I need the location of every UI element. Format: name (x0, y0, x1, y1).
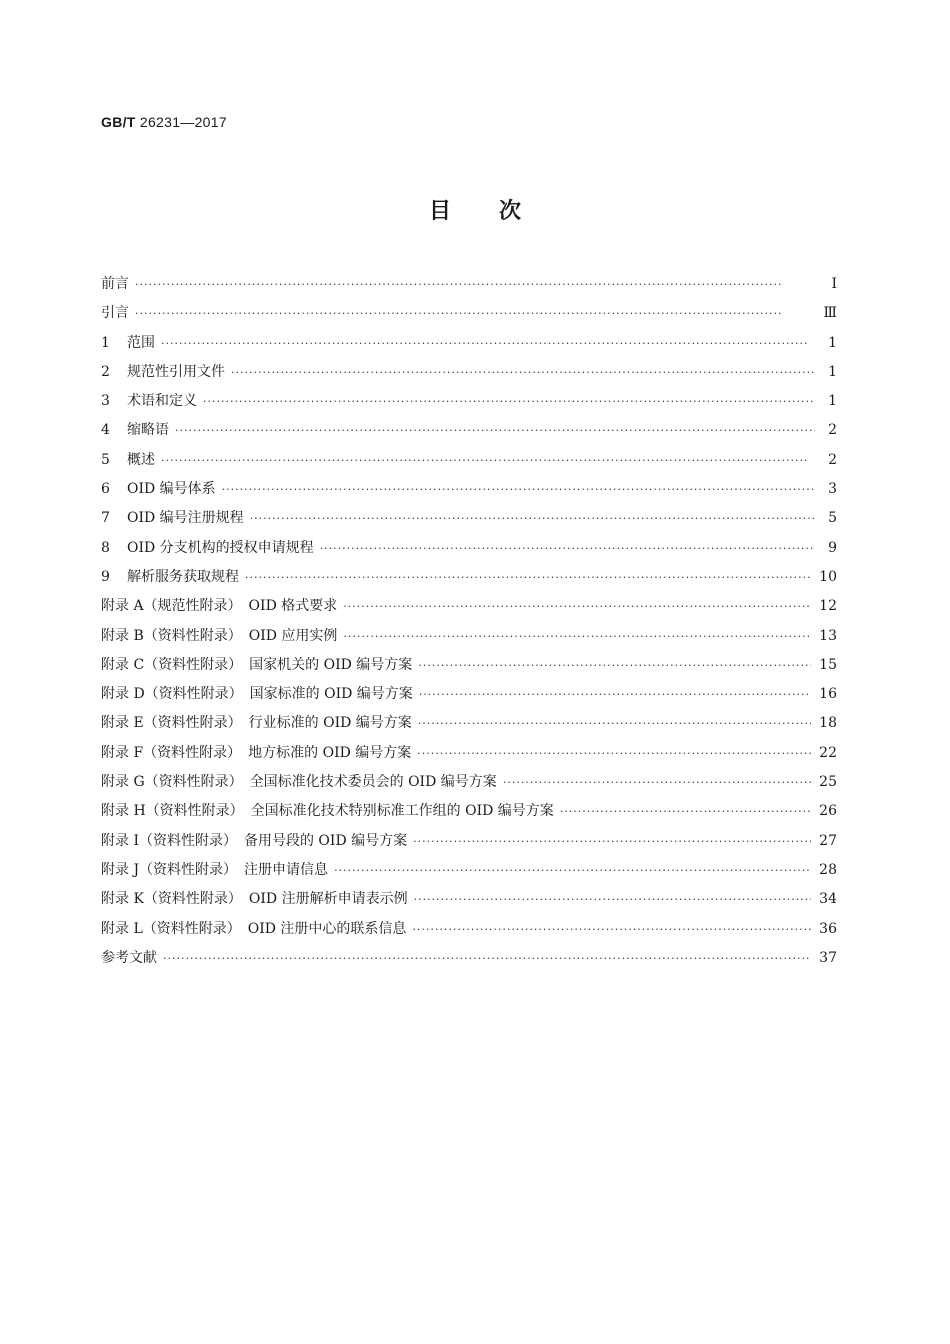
toc-entry-text: 范围 (127, 334, 155, 351)
toc-entry-text: OID 分支机构的授权申请规程 (127, 539, 314, 556)
table-of-contents (101, 270, 837, 973)
dot-leader (343, 622, 811, 651)
toc-entry-text: 附录 C（资料性附录） 国家机关的 OID 编号方案 (101, 656, 413, 673)
toc-entry-text: 附录 E（资料性附录） 行业标准的 OID 编号方案 (101, 715, 412, 732)
toc-entry-label (101, 504, 250, 533)
toc-page-number: 9 (828, 539, 837, 556)
standard-prefix: GB/T (101, 114, 136, 130)
toc-entry[interactable] (101, 299, 837, 328)
standard-code (101, 114, 227, 130)
toc-entry-label (101, 329, 161, 358)
toc-entry[interactable] (101, 739, 837, 768)
toc-entry[interactable] (101, 387, 837, 416)
toc-entry-label (101, 534, 320, 563)
toc-section-number: 6 (101, 481, 110, 498)
dot-leader (343, 592, 811, 621)
dot-leader (222, 475, 815, 504)
toc-entry-label (101, 944, 163, 973)
toc-entry-label (101, 797, 560, 826)
toc-section-number: 4 (101, 422, 110, 439)
toc-entry-label (101, 416, 175, 445)
dot-leader (163, 944, 811, 973)
toc-entry[interactable] (101, 563, 837, 592)
toc-entry-text: 附录 I（资料性附录） 备用号段的 OID 编号方案 (101, 832, 408, 849)
toc-section-number: 7 (101, 510, 110, 527)
toc-entry[interactable] (101, 592, 837, 621)
dot-leader (135, 299, 815, 328)
toc-entry[interactable] (101, 827, 837, 856)
toc-page-number: 1 (828, 363, 837, 380)
toc-page-number: 3 (828, 481, 837, 498)
toc-entry-label (101, 475, 222, 504)
toc-page-number: 25 (819, 774, 837, 791)
toc-entry[interactable] (101, 944, 837, 973)
dot-leader (417, 739, 811, 768)
toc-entry-label (101, 827, 413, 856)
toc-entry[interactable] (101, 446, 837, 475)
toc-entry-text: 引言 (101, 305, 129, 322)
toc-entry[interactable] (101, 768, 837, 797)
toc-entry-label (101, 709, 418, 738)
toc-entry[interactable] (101, 270, 837, 299)
dot-leader (231, 358, 815, 387)
dot-leader (161, 329, 815, 358)
toc-entry-text: 附录 D（资料性附录） 国家标准的 OID 编号方案 (101, 686, 413, 703)
dot-leader (418, 651, 811, 680)
dot-leader (175, 416, 815, 445)
toc-page-number: 2 (828, 451, 837, 468)
toc-page-number: 15 (819, 656, 837, 673)
toc-page-number: 26 (819, 803, 837, 820)
toc-section-number: 2 (101, 363, 110, 380)
toc-section-number: 8 (101, 539, 110, 556)
toc-entry-label (101, 856, 334, 885)
toc-entry-label (101, 768, 503, 797)
dot-leader (320, 534, 815, 563)
toc-section-number: 1 (101, 334, 110, 351)
dot-leader (250, 504, 815, 533)
toc-entry-text: 附录 K（资料性附录） OID 注册解析申请表示例 (101, 891, 408, 908)
toc-page-number: 2 (828, 422, 837, 439)
standard-number: 26231—2017 (139, 114, 227, 130)
toc-entry[interactable] (101, 709, 837, 738)
toc-page-number: 1 (828, 393, 837, 410)
toc-section-number: 3 (101, 393, 110, 410)
toc-entry-label (101, 680, 419, 709)
toc-page-number: 27 (819, 832, 837, 849)
toc-entry[interactable] (101, 504, 837, 533)
toc-entry-label (101, 358, 231, 387)
dot-leader (203, 387, 815, 416)
toc-page-number: 28 (819, 861, 837, 878)
toc-entry-text: 规范性引用文件 (127, 363, 225, 380)
toc-entry-text: 附录 F（资料性附录） 地方标准的 OID 编号方案 (101, 744, 412, 761)
page-title: 目次 (428, 199, 569, 224)
toc-entry[interactable] (101, 797, 837, 826)
toc-entry-text: 参考文献 (101, 949, 157, 966)
toc-entry-label (101, 915, 412, 944)
dot-leader (560, 797, 811, 826)
toc-entry-label (101, 563, 245, 592)
dot-leader (414, 885, 812, 914)
toc-entry-label (101, 387, 203, 416)
toc-entry-text: 附录 B（资料性附录） OID 应用实例 (101, 627, 338, 644)
toc-page-number: 10 (819, 568, 837, 585)
toc-entry-text: 术语和定义 (127, 393, 197, 410)
toc-page-number: 1 (828, 334, 837, 351)
toc-entry-label (101, 739, 417, 768)
dot-leader (419, 680, 811, 709)
toc-entry[interactable] (101, 622, 837, 651)
dot-leader (135, 270, 815, 299)
toc-page-number: 22 (819, 744, 837, 761)
toc-entry-label (101, 622, 343, 651)
toc-page-number: 16 (819, 686, 837, 703)
toc-entry[interactable] (101, 329, 837, 358)
toc-entry-label (101, 299, 135, 328)
toc-page-number: Ⅲ (823, 305, 837, 322)
toc-entry-text: 附录 J（资料性附录） 注册申请信息 (101, 861, 329, 878)
dot-leader (503, 768, 811, 797)
toc-page-number: 34 (819, 891, 837, 908)
dot-leader (418, 709, 811, 738)
toc-entry-text: 附录 A（规范性附录） OID 格式要求 (101, 598, 338, 615)
toc-entry-text: 附录 L（资料性附录） OID 注册中心的联系信息 (101, 920, 407, 937)
toc-section-number: 5 (101, 451, 110, 468)
toc-entry-text: 附录 H（资料性附录） 全国标准化技术特别标准工作组的 OID 编号方案 (101, 803, 554, 820)
toc-entry[interactable] (101, 915, 837, 944)
toc-entry-text: OID 编号注册规程 (127, 510, 244, 527)
dot-leader (413, 827, 811, 856)
toc-entry[interactable] (101, 475, 837, 504)
toc-entry[interactable] (101, 856, 837, 885)
dot-leader (334, 856, 811, 885)
toc-entry[interactable] (101, 358, 837, 387)
toc-entry[interactable] (101, 534, 837, 563)
toc-entry-text: 前言 (101, 276, 129, 292)
toc-entry[interactable] (101, 651, 837, 680)
toc-entry-label (101, 885, 414, 914)
toc-entry-text: 解析服务获取规程 (127, 568, 239, 585)
toc-section-number: 9 (101, 568, 110, 585)
toc-entry-label (101, 651, 418, 680)
toc-page-number: 37 (819, 949, 837, 966)
dot-leader (412, 915, 811, 944)
toc-page-number: 18 (819, 715, 837, 732)
toc-entry-text: 概述 (127, 451, 155, 468)
toc-entry[interactable] (101, 416, 837, 445)
toc-page-number: 5 (828, 510, 837, 527)
toc-page-number: 13 (819, 627, 837, 644)
dot-leader (245, 563, 811, 592)
toc-entry-text: 缩略语 (127, 422, 169, 439)
dot-leader (161, 446, 815, 475)
toc-entry-text: OID 编号体系 (127, 481, 216, 498)
toc-entry[interactable] (101, 680, 837, 709)
toc-page-number: Ⅰ (831, 276, 837, 292)
toc-entry[interactable] (101, 885, 837, 914)
toc-entry-label (101, 592, 343, 621)
toc-page-number: 36 (819, 920, 837, 937)
toc-entry-label (101, 270, 135, 299)
toc-entry-text: 附录 G（资料性附录） 全国标准化技术委员会的 OID 编号方案 (101, 774, 497, 791)
toc-entry-label (101, 446, 161, 475)
toc-page-number: 12 (819, 598, 837, 615)
